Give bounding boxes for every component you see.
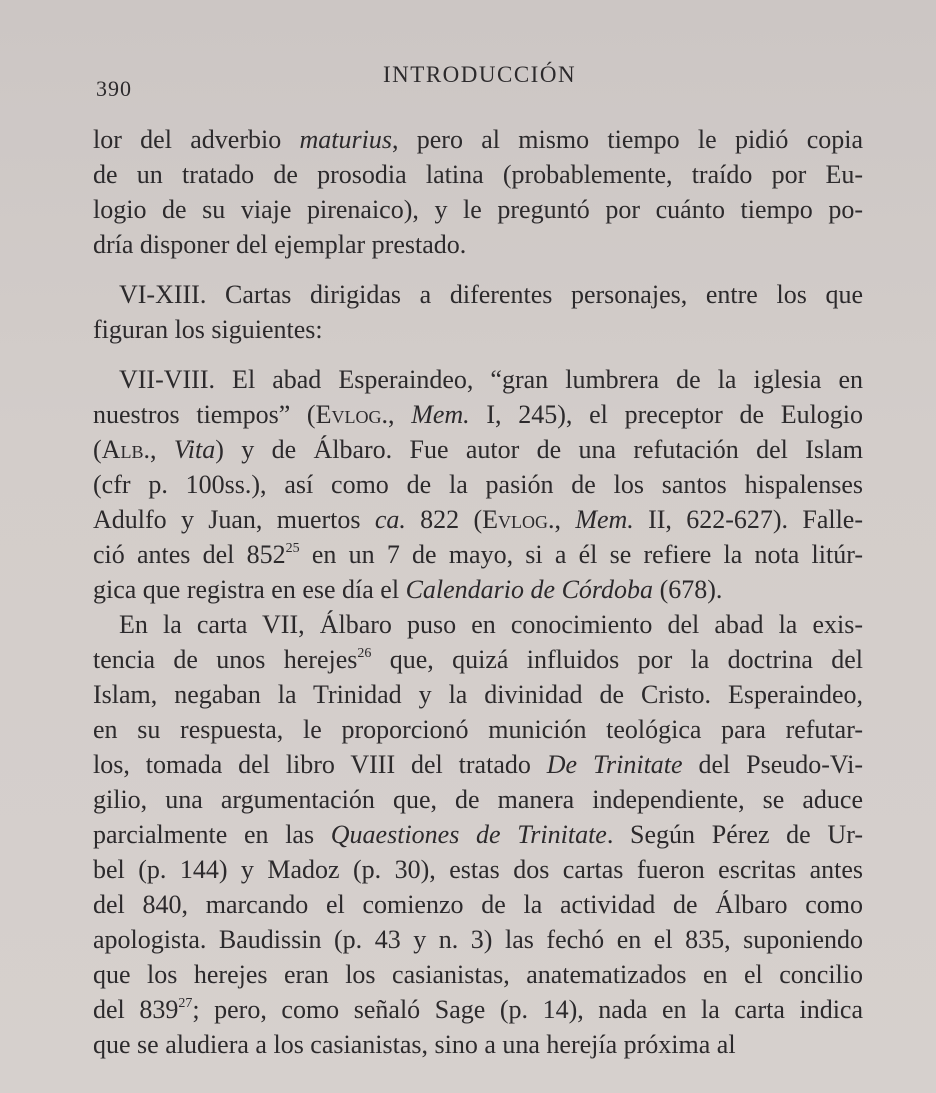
italic-term: Vita	[173, 435, 216, 464]
text-line: Islam, negaban la Trinidad y la divinidad de Cristo. Esperaindeo,	[93, 680, 863, 709]
text-line: ció antes del $852^{25}$ en un 7 de mayo, si a él se refiere la nota litúr-	[93, 540, 863, 569]
text-line: (Alb., Vita) y de Álbaro. Fue autor de una refutación del Islam	[93, 435, 864, 464]
italic-term: Quaestiones de Trinitate	[330, 820, 607, 849]
paragraph	[93, 122, 863, 262]
small-caps-abbreviation: Evlog.	[482, 505, 555, 534]
text-line: Adulfo y Juan, muertos ca. 822 (Evlog., Mem. II, 622-627). Falle-	[93, 505, 864, 534]
body-text	[93, 122, 863, 1062]
italic-term: De Trinitate	[546, 750, 683, 779]
text-line: gica que registra en ese día el Calendario de Córdoba (678).	[93, 575, 723, 604]
text-line: tencia de unos herejes$^{26}$ que, quizá influidos por la doctrina del	[93, 645, 863, 674]
italic-term: Mem.	[575, 505, 634, 534]
small-caps-abbreviation: Evlog.	[315, 400, 388, 429]
footnote-reference[interactable]: 26	[357, 646, 372, 661]
paragraph-gap	[93, 262, 863, 277]
text-line: parcialmente en las Quaestiones de Trinitate. Según Pérez de Ur-	[93, 820, 863, 849]
text-line: los, tomada del libro VIII del tratado De Trinitate del Pseudo-Vi-	[93, 750, 863, 779]
text-line: nuestros tiempos” (Evlog., Mem. I, 245), el preceptor de Eulogio	[93, 400, 864, 429]
text-line: logio de su viaje pirenaico), y le preguntó por cuánto tiempo po-	[93, 195, 863, 224]
text-line: VII-VIII. El abad Esperaindeo, “gran lumbrera de la iglesia en	[119, 365, 863, 394]
text-line: de un tratado de prosodia latina (probablemente, traído por Eu-	[93, 160, 863, 189]
paragraph	[93, 277, 863, 347]
italic-term: Mem.	[411, 400, 470, 429]
small-caps-abbreviation: Alb.	[101, 435, 150, 464]
footnote-reference[interactable]: 27	[178, 996, 193, 1011]
text-line: del $839^{27}$; pero, como señaló Sage (p. 14), nada en la carta indica	[93, 995, 863, 1024]
paragraph	[93, 362, 863, 607]
footnote-reference[interactable]: 25	[285, 541, 300, 556]
italic-term: maturius	[299, 125, 392, 154]
italic-term: ca.	[374, 505, 406, 534]
text-line: VI-XIII. Cartas dirigidas a diferentes personajes, entre los que	[119, 280, 863, 309]
text-line: (cfr p. 100ss.), así como de la pasión de los santos hispalenses	[93, 470, 863, 499]
text-line: dría disponer del ejemplar prestado.	[93, 230, 467, 259]
text-line: que los herejes eran los casianistas, anatematizados en el concilio	[93, 960, 863, 989]
paragraph-gap	[93, 347, 863, 362]
running-head	[96, 62, 856, 102]
text-line: gilio, una argumentación que, de manera independiente, se aduce	[93, 785, 863, 814]
page-number: 390	[96, 76, 132, 101]
text-line: del 840, marcando el comienzo de la actividad de Álbaro como	[93, 890, 863, 919]
text-line: lor del adverbio maturius, pero al mismo tiempo le pidió copia	[93, 125, 864, 154]
text-line: figuran los siguientes:	[93, 315, 323, 344]
italic-term: Calendario de Córdoba	[405, 575, 654, 604]
text-line: que se aludiera a los casianistas, sino a una herejía próxima al	[93, 1030, 736, 1059]
text-line: apologista. Baudissin (p. 43 y n. 3) las fechó en el 835, suponiendo	[93, 925, 863, 954]
text-line: En la carta VII, Álbaro puso en conocimiento del abad la exis-	[119, 610, 863, 639]
paragraph	[93, 607, 863, 1062]
text-line: en su respuesta, le proporcionó munición teológica para refutar-	[93, 715, 863, 744]
text-line: bel (p. 144) y Madoz (p. 30), estas dos cartas fueron escritas antes	[93, 855, 863, 884]
running-title: INTRODUCCIÓN	[383, 62, 577, 87]
